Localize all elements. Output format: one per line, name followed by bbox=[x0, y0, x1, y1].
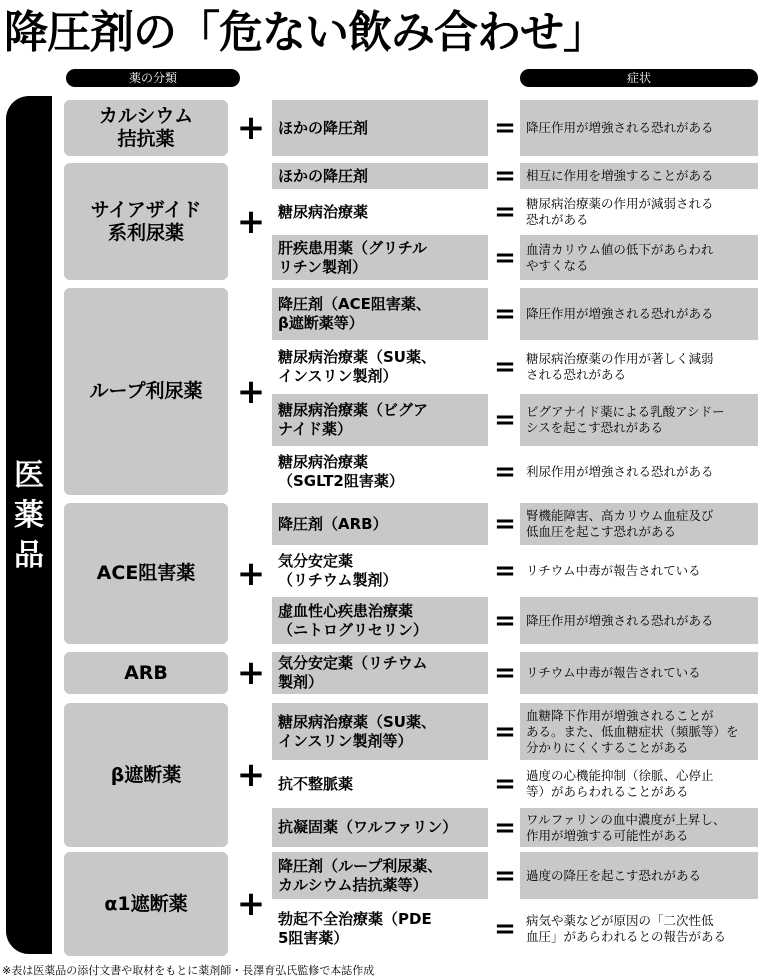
plus-sign: + bbox=[236, 653, 266, 693]
interacting-drug: 気分安定薬（リチウム 製剤） bbox=[272, 652, 488, 694]
symptom-text: 糖尿病治療薬の作用が著しく減弱 される恐れがある bbox=[526, 351, 714, 382]
symptom-text: ワルファリンの血中濃度が上昇し、 作用が増強する可能性がある bbox=[520, 808, 758, 847]
footnote: ※表は医薬品の添付文書や取材をもとに薬剤師・長澤育弘氏監修で本誌作成 bbox=[2, 964, 375, 977]
plus-sign: + bbox=[236, 201, 266, 242]
equals-sign: = bbox=[494, 113, 516, 143]
interacting-drug: 肝疾患用薬（グリチル リチン製剤） bbox=[272, 235, 488, 280]
plus-sign: + bbox=[236, 884, 266, 924]
symptom-text: 血糖降下作用が増強されることが ある。また、低血糖症状（頻脈等）を 分かりにくくすることがある bbox=[520, 703, 758, 760]
symptom-text: 利尿作用が増強される恐れがある bbox=[526, 464, 714, 479]
equals-sign: = bbox=[494, 457, 516, 487]
interacting-drug: 抗凝固薬（ワルファリン） bbox=[272, 808, 488, 847]
equals-sign: = bbox=[494, 405, 516, 435]
interacting-drug: 糖尿病治療薬（SU薬、 インスリン製剤等） bbox=[272, 703, 488, 760]
symptom-text: 過度の心機能抑制（徐脈、心停止 等）があらわれることがある bbox=[526, 768, 714, 799]
symptom-text: 降圧作用が増強される恐れがある bbox=[520, 100, 758, 156]
equals-sign: = bbox=[494, 914, 516, 944]
plus-sign: + bbox=[236, 108, 266, 148]
interacting-drug: 糖尿病治療薬（ビグア ナイド薬） bbox=[272, 394, 488, 446]
interacting-drug: ほかの降圧剤 bbox=[272, 163, 488, 189]
drug-category: サイアザイド 系利尿薬 bbox=[64, 163, 228, 280]
equals-sign: = bbox=[494, 197, 516, 227]
drug-category: β遮断薬 bbox=[64, 703, 228, 847]
drug-category: ARB bbox=[64, 652, 228, 694]
symptom-text: ビグアナイド薬による乳酸アシドー シスを起こす恐れがある bbox=[520, 394, 758, 446]
equals-sign: = bbox=[494, 812, 516, 843]
plus-sign: + bbox=[236, 755, 266, 795]
plus-sign: + bbox=[236, 553, 266, 594]
interacting-drug: 糖尿病治療薬 bbox=[278, 202, 369, 221]
symptom-text: リチウム中毒が報告されている bbox=[520, 652, 758, 694]
interacting-drug: 抗不整脈薬 bbox=[278, 774, 354, 793]
symptom-text: 降圧作用が増強される恐れがある bbox=[520, 288, 758, 340]
equals-sign: = bbox=[494, 299, 516, 329]
equals-sign: = bbox=[494, 242, 516, 273]
page-title: 降圧剤の「危ない飲み合わせ」 bbox=[4, 7, 606, 58]
equals-sign: = bbox=[494, 352, 516, 382]
drug-category: カルシウム 拮抗薬 bbox=[64, 100, 228, 156]
interacting-drug: 勃起不全治療薬（PDE 5阻害薬） bbox=[278, 910, 432, 947]
equals-sign: = bbox=[494, 605, 516, 636]
symptom-text: 相互に作用を増強することがある bbox=[520, 163, 758, 189]
interacting-drug: 降圧剤（ARB） bbox=[272, 503, 488, 545]
plus-sign: + bbox=[236, 371, 266, 412]
interacting-drug: 降圧剤（ループ利尿薬、 カルシウム拮抗薬等） bbox=[272, 852, 488, 899]
symptom-text: 糖尿病治療薬の作用が減弱される 恐れがある bbox=[526, 196, 714, 227]
drug-category: α1遮断薬 bbox=[64, 852, 228, 956]
interacting-drug: 虚血性心疾患治療薬 （ニトログリセリン） bbox=[272, 597, 488, 644]
equals-sign: = bbox=[494, 556, 516, 586]
interacting-drug: 糖尿病治療薬 （SGLT2阻害薬） bbox=[278, 453, 404, 490]
symptom-text: 降圧作用が増強される恐れがある bbox=[520, 597, 758, 644]
symptom-text: 血清カリウム値の低下があらわれ やすくなる bbox=[520, 235, 758, 280]
symptom-text: 腎機能障害、高カリウム血症及び 低血圧を起こす恐れがある bbox=[520, 503, 758, 545]
symptom-text: 病気や薬などが原因の「二次性低 血圧」があらわれるとの報告がある bbox=[526, 913, 727, 944]
interacting-drug: 気分安定薬 （リチウム製剤） bbox=[278, 552, 398, 589]
interacting-drug: ほかの降圧剤 bbox=[272, 100, 488, 156]
equals-sign: = bbox=[494, 769, 516, 799]
drug-category: ACE阻害薬 bbox=[64, 503, 228, 644]
equals-sign: = bbox=[494, 161, 516, 191]
equals-sign: = bbox=[494, 860, 516, 891]
header-symptom: 症状 bbox=[520, 69, 758, 87]
equals-sign: = bbox=[494, 716, 516, 747]
equals-sign: = bbox=[494, 509, 516, 539]
interacting-drug: 降圧剤（ACE阻害薬、 β遮断薬等） bbox=[272, 288, 488, 340]
equals-sign: = bbox=[494, 658, 516, 688]
header-drug-class: 薬の分類 bbox=[66, 69, 240, 87]
side-label: 医 薬 品 bbox=[14, 458, 44, 573]
symptom-text: 過度の降圧を起こす恐れがある bbox=[520, 852, 758, 899]
drug-category: ループ利尿薬 bbox=[64, 288, 228, 495]
interacting-drug: 糖尿病治療薬（SU薬、 インスリン製剤） bbox=[278, 348, 436, 385]
symptom-text: リチウム中毒が報告されている bbox=[526, 563, 701, 578]
